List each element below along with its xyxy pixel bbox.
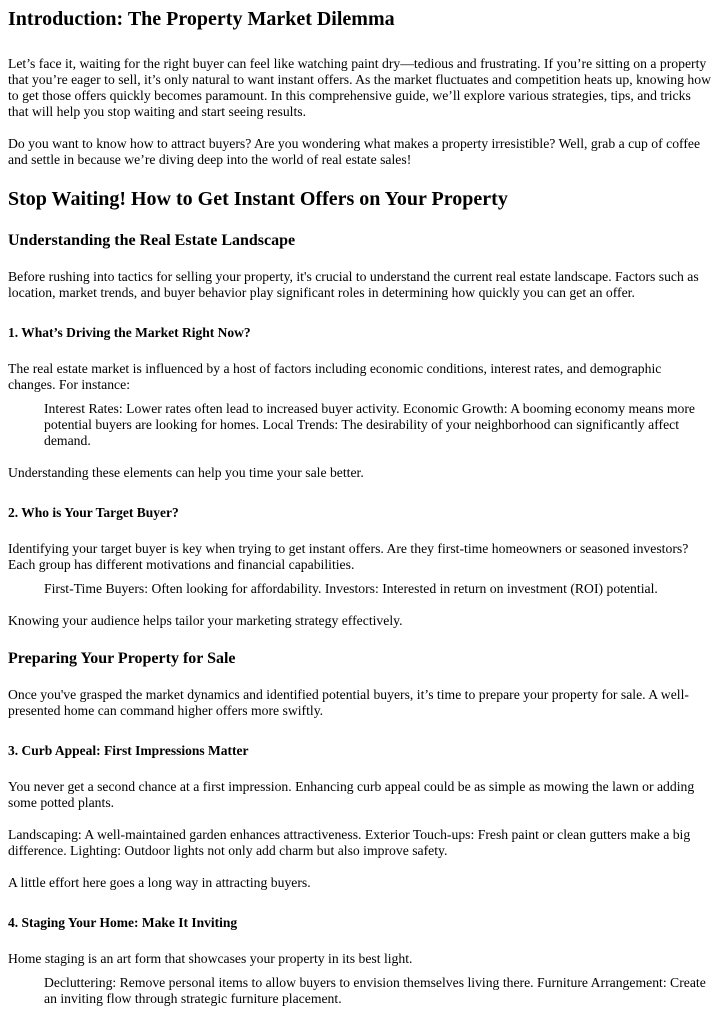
market-drivers-heading: 1. What’s Driving the Market Right Now? xyxy=(8,325,251,340)
landscape-heading: Understanding the Real Estate Landscape xyxy=(8,232,296,249)
staging-heading: 4. Staging Your Home: Make It Inviting xyxy=(8,915,238,930)
target-buyer-heading: 2. Who is Your Target Buyer? xyxy=(8,505,179,520)
intro-paragraph-2: Do you want to know how to attract buyers? Are you wondering what makes a property irresistible? Well, grab a cup of coffee and settle in because we’re diving deep into the world of real estate sales! xyxy=(8,136,701,167)
curb-appeal-heading: 3. Curb Appeal: First Impressions Matter xyxy=(8,743,249,758)
landscape-intro: Before rushing into tactics for selling your property, it's crucial to understand the current real estate landscape. Factors such as location, market trends, and buyer behavior play significant roles in determining how quickly you can get an offer. xyxy=(8,269,699,300)
target-buyer-paragraph: Identifying your target buyer is key when trying to get instant offers. Are they first-time homeowners or seasoned investors? Each group has different motivations and financial capabilities. xyxy=(8,541,689,572)
intro-paragraph-1: Let’s face it, waiting for the right buyer can feel like watching paint dry—tedious and frustrating. If you’re sitting on a property that you’re eager to sell, it’s only natural to want instant offers. As the market fluctuates and competition heats up, knowing how to get those offers quickly becomes paramount. In this comprehensive guide, we’ll explore various strategies, tips, and tricks that will help you stop waiting and start seeing results. xyxy=(8,56,711,119)
preparing-heading: Preparing Your Property for Sale xyxy=(8,650,236,667)
market-drivers-summary: Understanding these elements can help you time your sale better. xyxy=(8,465,364,480)
staging-list: Decluttering: Remove personal items to allow buyers to envision themselves living there. Furniture Arrangement: Create an inviting flow through strategic furniture placement. xyxy=(44,975,706,1006)
curb-appeal-paragraph: You never get a second chance at a first impression. Enhancing curb appeal could be as simple as mowing the lawn or adding some potted plants. xyxy=(8,779,695,810)
target-buyer-summary: Knowing your audience helps tailor your marketing strategy effectively. xyxy=(8,613,403,628)
curb-appeal-summary: A little effort here goes a long way in attracting buyers. xyxy=(8,875,311,890)
market-drivers-paragraph: The real estate market is influenced by a host of factors including economic conditions, interest rates, and demographic changes. For instance: xyxy=(8,361,662,392)
staging-paragraph: Home staging is an art form that showcases your property in its best light. xyxy=(8,951,413,966)
market-drivers-list: Interest Rates: Lower rates often lead to increased buyer activity. Economic Growth: A booming economy means more potential buyers are looking for homes. Local Trends: The desirability of your neighborhood can significantly affect demand. xyxy=(44,401,695,448)
curb-appeal-list: Landscaping: A well-maintained garden enhances attractiveness. Exterior Touch-ups: Fresh paint or clean gutters make a big difference. Lighting: Outdoor lights not only add charm but also improve safety. xyxy=(8,827,691,858)
intro-title: Introduction: The Property Market Dilemma xyxy=(8,8,395,30)
preparing-intro: Once you've grasped the market dynamics and identified potential buyers, it’s time to prepare your property for sale. A well-presented home can command higher offers more swiftly. xyxy=(8,687,689,718)
target-buyer-list: First-Time Buyers: Often looking for affordability. Investors: Interested in return on investment (ROI) potential. xyxy=(44,581,658,596)
main-title: Stop Waiting! How to Get Instant Offers on Your Property xyxy=(8,188,508,210)
article xyxy=(0,7,720,1007)
